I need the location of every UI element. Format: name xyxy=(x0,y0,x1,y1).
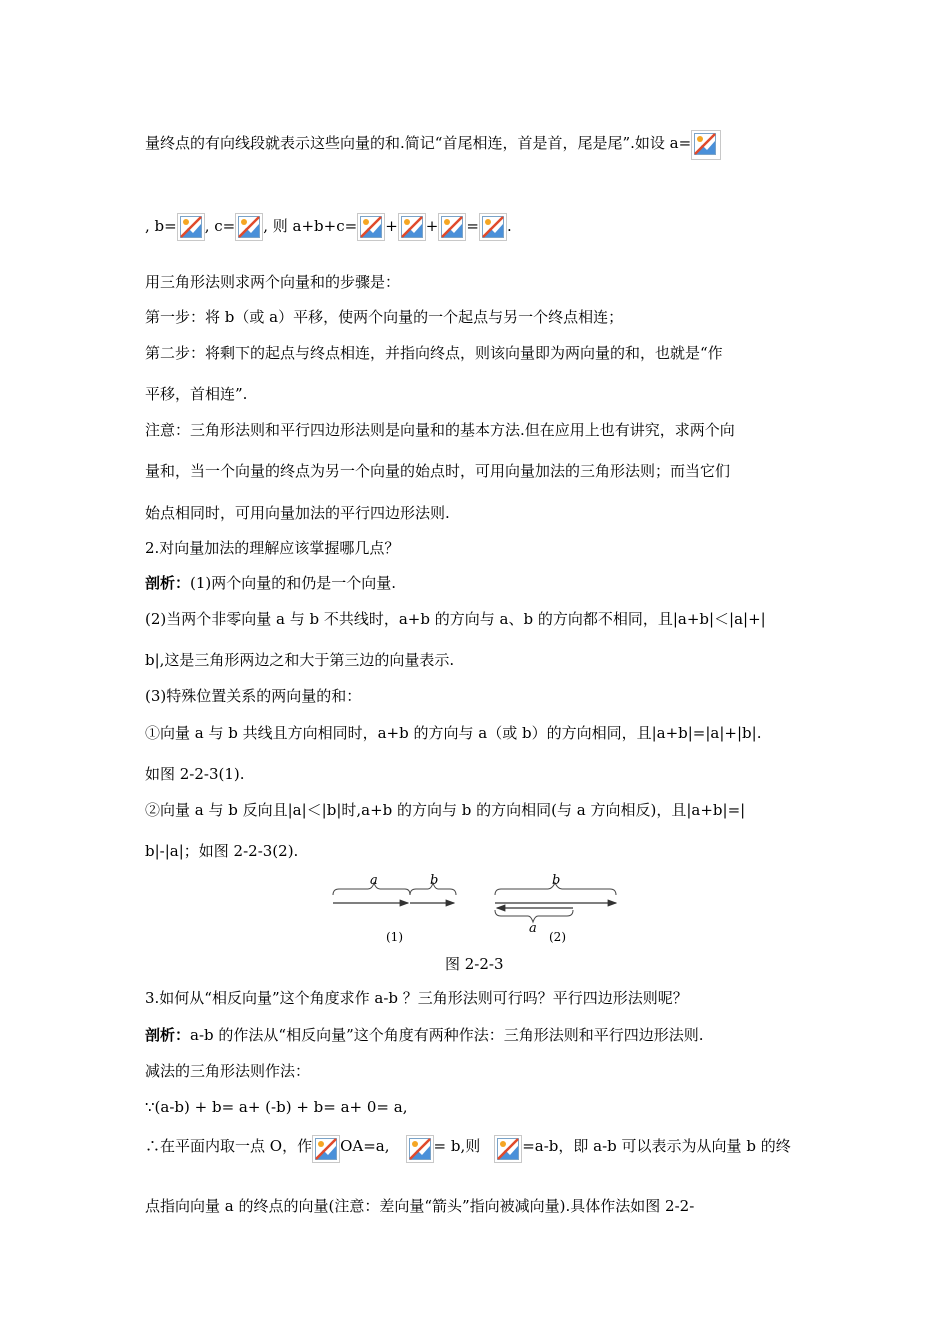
text-line: 始点相同时，可用向量加法的平行四边形法则. xyxy=(145,504,450,522)
text-line: (3)特殊位置关系的两向量的和： xyxy=(145,687,362,705)
text: =a-b，即 a-b 可以表示为从向量 b 的终 xyxy=(522,1137,791,1155)
text-line xyxy=(145,213,512,241)
text-line xyxy=(145,1025,704,1045)
sub-label: (1) xyxy=(386,930,403,944)
vector-figure xyxy=(330,870,630,950)
sub-label: (2) xyxy=(549,930,566,944)
figure-part-1 xyxy=(333,873,456,944)
broken-image-icon xyxy=(177,213,205,241)
broken-image-icon xyxy=(398,213,426,241)
text-line xyxy=(145,1135,791,1163)
text: OA=a, xyxy=(340,1137,390,1155)
broken-image-icon xyxy=(479,213,507,241)
broken-image-icon xyxy=(235,213,263,241)
label-b: b xyxy=(430,873,439,888)
text: 量终点的有向线段就表示这些向量的和.简记“首尾相连，首是首，尾是尾”.如设 a= xyxy=(145,134,692,152)
text: , c= xyxy=(204,217,236,235)
text-line: 量和，当一个向量的终点为另一个向量的始点时，可用向量加法的三角形法则；而当它们 xyxy=(145,462,731,480)
label-a: a xyxy=(529,921,537,936)
question-heading: 3.如何从“相反向量”这个角度求作 a-b ？三角形法则可行吗？平行四边形法则呢？ xyxy=(145,989,688,1007)
text: ∴在平面内取一点 O，作 xyxy=(145,1137,313,1155)
text-line: 用三角形法则求两个向量和的步骤是： xyxy=(145,273,401,291)
broken-image-icon xyxy=(357,213,385,241)
text-line: 注意：三角形法则和平行四边形法则是向量和的基本方法.但在应用上也有讲究，求两个向 xyxy=(145,421,735,439)
broken-image-icon xyxy=(494,1135,522,1163)
text-line: 减法的三角形法则作法： xyxy=(145,1062,311,1080)
text: (1)两个向量的和仍是一个向量. xyxy=(190,574,397,592)
text: = xyxy=(466,217,479,235)
text-line: ②向量 a 与 b 反向且|a|＜|b|时,a+b 的方向与 b 的方向相同(与 a 方向相反)，且|a+b|=| xyxy=(145,801,746,819)
text-line xyxy=(145,130,721,160)
text: , b= xyxy=(145,217,177,235)
figure-part-2 xyxy=(495,873,616,944)
label-a: a xyxy=(370,873,378,888)
text-line: 点指向向量 a 的终点的向量(注意：差向量“箭头”指向被减向量).具体作法如图 2-2- xyxy=(145,1197,695,1215)
text-line: 如图 2-2-3(1). xyxy=(145,765,245,783)
text: + xyxy=(385,217,398,235)
broken-image-icon xyxy=(312,1135,340,1163)
broken-image-icon xyxy=(438,213,466,241)
text-line: (2)当两个非零向量 a 与 b 不共线时，a+b 的方向与 a、b 的方向都不相同，且|a+b|＜|a|+| xyxy=(145,610,766,628)
text-line: 第一步：将 b（或 a）平移，使两个向量的一个起点与另一个终点相连； xyxy=(145,308,624,326)
formula-line: ∵(a-b) + b= a+ (-b) + b= a+ 0= a, xyxy=(145,1098,408,1116)
text: + xyxy=(425,217,439,235)
analysis-label: 剖析： xyxy=(145,574,191,592)
text: a-b 的作法从“相反向量”这个角度有两种作法：三角形法则和平行四边形法则. xyxy=(190,1026,704,1044)
text-line: 平移，首相连”. xyxy=(145,385,248,403)
broken-image-icon xyxy=(406,1135,434,1163)
figure-caption: 图 2-2-3 xyxy=(445,955,504,973)
text-line: b|,这是三角形两边之和大于第三边的向量表示. xyxy=(145,651,455,669)
question-heading: 2.对向量加法的理解应该掌握哪几点？ xyxy=(145,539,400,557)
text-line: b|-|a|；如图 2-2-3(2). xyxy=(145,842,299,860)
analysis-label: 剖析： xyxy=(145,1026,191,1044)
text-line: ①向量 a 与 b 共线且方向相同时，a+b 的方向与 a（或 b）的方向相同，且|a+b|=|a|+|b|. xyxy=(145,724,762,742)
text: . xyxy=(506,217,512,235)
text: = b,则 xyxy=(433,1137,481,1155)
label-b: b xyxy=(552,873,561,888)
broken-image-icon xyxy=(691,130,721,160)
text-line xyxy=(145,573,396,593)
text: , 则 a+b+c= xyxy=(263,217,358,235)
text-line: 第二步：将剩下的起点与终点相连，并指向终点，则该向量即为两向量的和，也就是“作 xyxy=(145,344,723,362)
